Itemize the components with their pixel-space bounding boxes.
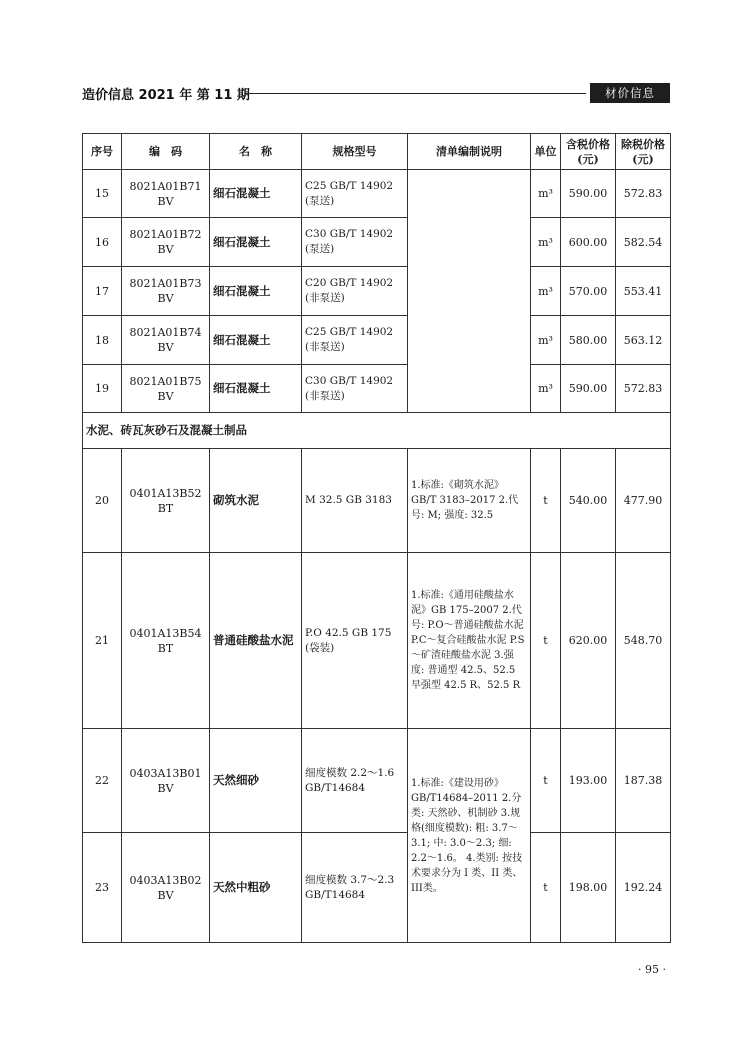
table-row [83,316,671,365]
row-spec: 细度模数 3.7～2.3 GB/T14684 [302,833,408,943]
row-price-tax: 590.00 [561,365,616,413]
row-spec: C20 GB/T 14902 (非泵送) [302,267,408,316]
table-row [83,218,671,267]
table-row [83,170,671,218]
section-title: 水泥、砖瓦灰砂石及混凝土制品 [83,413,671,449]
row-price-notax: 477.90 [616,449,671,553]
row-code: 0403A13B02 BV [122,833,210,943]
row-price-tax: 590.00 [561,170,616,218]
row-unit: t [531,449,561,553]
row-unit: t [531,729,561,833]
row-desc-sand: 1.标准:《建设用砂》GB/T14684–2011 2.分类: 天然砂、机制砂 3.规格(细度模数): 粗: 3.7～3.1; 中: 3.0～2.3; 细: 2.2～1.6。 4.类别: 按技术要求分为 I 类、II 类、III类。 [408,729,531,943]
row-unit: m³ [531,267,561,316]
row-seq: 17 [83,267,122,316]
row-unit: t [531,553,561,729]
row-price-notax: 572.83 [616,170,671,218]
table-row [83,729,671,833]
row-name: 天然细砂 [210,729,302,833]
row-spec: C25 GB/T 14902 (非泵送) [302,316,408,365]
header-spec: 规格型号 [302,134,408,170]
row-code: 8021A01B75 BV [122,365,210,413]
row-name: 细石混凝土 [210,170,302,218]
row-name: 普通硅酸盐水泥 [210,553,302,729]
row-code: 0401A13B54 BT [122,553,210,729]
row-spec: 细度模数 2.2～1.6 GB/T14684 [302,729,408,833]
row-price-tax: 570.00 [561,267,616,316]
header-code: 编 码 [122,134,210,170]
row-price-tax: 198.00 [561,833,616,943]
row-seq: 22 [83,729,122,833]
header-price-notax: 除税价格(元) [616,134,671,170]
row-seq: 23 [83,833,122,943]
row-price-notax: 192.24 [616,833,671,943]
page-header [82,80,670,104]
row-name: 砌筑水泥 [210,449,302,553]
row-name: 细石混凝土 [210,316,302,365]
row-price-tax: 193.00 [561,729,616,833]
section-row [83,413,671,449]
row-price-tax: 540.00 [561,449,616,553]
publication-title: 造价信息 2021 年 第 11 期 [82,88,250,103]
table-row [83,267,671,316]
row-name: 细石混凝土 [210,365,302,413]
row-price-notax: 187.38 [616,729,671,833]
table-row [83,365,671,413]
row-price-tax: 600.00 [561,218,616,267]
table-header-row [83,134,671,170]
row-seq: 21 [83,553,122,729]
row-seq: 16 [83,218,122,267]
header-price-tax: 含税价格(元) [561,134,616,170]
row-seq: 19 [83,365,122,413]
row-name: 细石混凝土 [210,218,302,267]
row-spec: P.O 42.5 GB 175 (袋装) [302,553,408,729]
row-unit: m³ [531,218,561,267]
row-price-notax: 582.54 [616,218,671,267]
price-table [82,133,671,943]
row-desc-empty [408,170,531,413]
row-code: 0401A13B52 BT [122,449,210,553]
header-desc: 清单编制说明 [408,134,531,170]
row-price-notax: 572.83 [616,365,671,413]
row-price-tax: 620.00 [561,553,616,729]
row-code: 8021A01B74 BV [122,316,210,365]
row-code: 0403A13B01 BV [122,729,210,833]
header-name: 名 称 [210,134,302,170]
row-spec: C30 GB/T 14902 (非泵送) [302,365,408,413]
row-unit: m³ [531,365,561,413]
row-name: 天然中粗砂 [210,833,302,943]
row-spec: C25 GB/T 14902 (泵送) [302,170,408,218]
row-code: 8021A01B72 BV [122,218,210,267]
row-code: 8021A01B73 BV [122,267,210,316]
row-desc: 1.标准:《砌筑水泥》GB/T 3183–2017 2.代号: M; 强度: 32.5 [408,449,531,553]
row-code: 8021A01B71 BV [122,170,210,218]
row-spec: C30 GB/T 14902 (泵送) [302,218,408,267]
table-row [83,833,671,943]
row-price-notax: 553.41 [616,267,671,316]
row-price-notax: 563.12 [616,316,671,365]
row-seq: 20 [83,449,122,553]
row-unit: m³ [531,170,561,218]
section-badge: 材价信息 [590,83,670,103]
header-seq: 序号 [83,134,122,170]
row-seq: 18 [83,316,122,365]
page-number: · 95 · [638,963,666,976]
header-unit: 单位 [531,134,561,170]
row-unit: m³ [531,316,561,365]
table-row [83,449,671,553]
row-desc: 1.标准:《通用硅酸盐水泥》GB 175–2007 2.代号: P.O～普通硅酸盐水泥 P.C～复合硅酸盐水泥 P.S～矿渣硅酸盐水泥 3.强度: 普通型 42.5、52.5 早强型 42.5 R、52.5 R [408,553,531,729]
row-spec: M 32.5 GB 3183 [302,449,408,553]
row-seq: 15 [83,170,122,218]
header-rule [244,93,586,94]
row-price-notax: 548.70 [616,553,671,729]
row-price-tax: 580.00 [561,316,616,365]
row-name: 细石混凝土 [210,267,302,316]
table-row [83,553,671,729]
row-unit: t [531,833,561,943]
